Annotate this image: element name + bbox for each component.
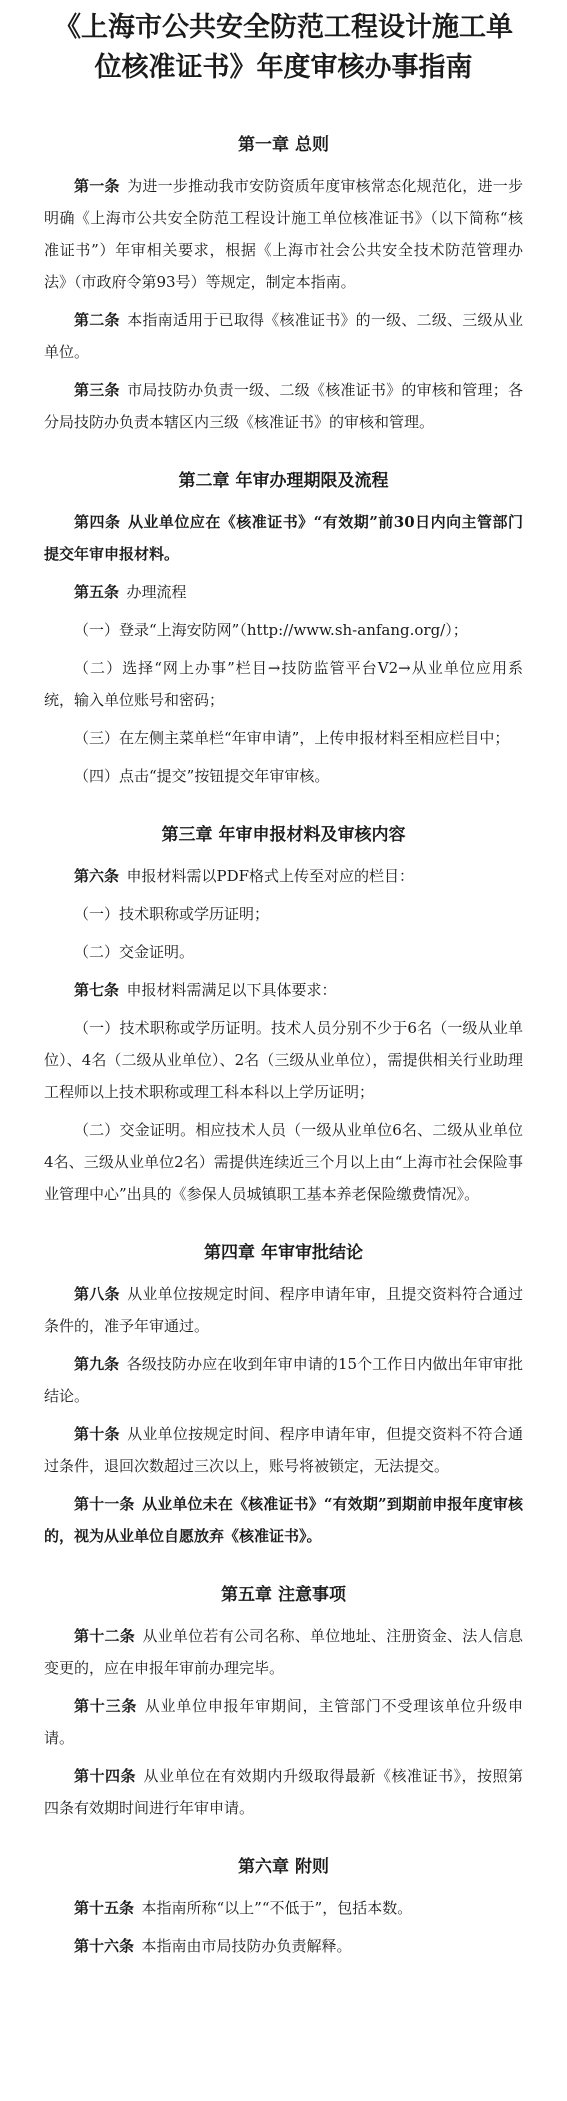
article-text: 为进一步推动我市安防资质年度审核常态化规范化，进一步明确《上海市公共安全防范工程设计施工单位核准证书》（以下简称“核准证书”）年审相关要求，根据《上海市社会公共安全技术防范管理办法》（市政府令第93号）等规定，制定本指南。 <box>44 177 523 291</box>
article-label: 第十条 <box>74 1425 120 1443</box>
article-label: 第二条 <box>74 311 120 329</box>
article-text: 本指南由市局技防办负责解释。 <box>141 1937 352 1955</box>
chapter-section <box>44 130 523 438</box>
article-paragraph <box>44 1348 523 1412</box>
article-label: 第十六条 <box>74 1937 135 1955</box>
article-text: 申报材料需以PDF格式上传至对应的栏目： <box>126 867 415 885</box>
list-item <box>44 614 523 646</box>
document-title: 《上海市公共安全防范工程设计施工单位核准证书》年度审核办事指南 <box>54 12 513 83</box>
article-label: 第十一条 <box>74 1495 135 1513</box>
chapter-section <box>44 1580 523 1824</box>
article-text: 本指南适用于已取得《核准证书》的一级、二级、三级从业单位。 <box>44 311 523 361</box>
article-label: 第八条 <box>74 1285 120 1303</box>
article-label: 第十二条 <box>74 1627 135 1645</box>
article-text: （三）在左侧主菜单栏“年审申请”，上传申报材料至相应栏目中； <box>74 729 510 747</box>
article-text: （一）技术职称或学历证明； <box>74 905 270 923</box>
article-text: 从业单位应在《核准证书》“有效期”前30日内向主管部门提交年审申报材料。 <box>44 513 523 563</box>
article-paragraph <box>44 1690 523 1754</box>
article-paragraph <box>44 860 523 892</box>
article-label: 第五条 <box>74 583 120 601</box>
chapter-title: 第四章 年审审批结论 <box>204 1243 363 1263</box>
article-paragraph <box>44 1930 523 1962</box>
article-paragraph <box>44 1278 523 1342</box>
article-label: 第十四条 <box>74 1767 136 1785</box>
article-text: （一）技术职称或学历证明。技术人员分别不少于6名（一级从业单位）、4名（二级从业单位）、2名（三级从业单位），需提供相关行业助理工程师以上技术职称或理工科本科以上学历证明； <box>44 1019 523 1101</box>
article-paragraph <box>44 576 523 608</box>
article-text: 从业单位若有公司名称、单位地址、注册资金、法人信息变更的，应在申报年审前办理完毕。 <box>44 1627 523 1677</box>
article-paragraph <box>44 1760 523 1824</box>
article-text: 各级技防办应在收到年审申请的15个工作日内做出年审审批结论。 <box>44 1355 523 1405</box>
article-paragraph <box>44 974 523 1006</box>
list-item <box>44 898 523 930</box>
article-label: 第九条 <box>74 1355 120 1373</box>
article-paragraph <box>44 1488 523 1552</box>
article-text: （二）交金证明。相应技术人员（一级从业单位6名、二级从业单位4名、三级从业单位2名）需提供连续近三个月以上由“上海市社会保险事业管理中心”出具的《参保人员城镇职工基本养老保险缴费情况》。 <box>44 1121 523 1203</box>
chapter-title: 第六章 附则 <box>238 1857 329 1877</box>
article-text: 从业单位按规定时间、程序申请年审，但提交资料不符合通过条件，退回次数超过三次以上，账号将被锁定，无法提交。 <box>44 1425 523 1475</box>
article-label: 第三条 <box>74 381 120 399</box>
article-text: （一）登录“上海安防网”（http://www.sh-anfang.org/）； <box>74 621 468 639</box>
chapter-title: 第三章 年审申报材料及审核内容 <box>161 825 406 845</box>
chapter-section <box>44 466 523 792</box>
chapter-list <box>44 130 523 1962</box>
article-paragraph <box>44 304 523 368</box>
article-text: 从业单位在有效期内升级取得最新《核准证书》，按照第四条有效期时间进行年审申请。 <box>44 1767 523 1817</box>
chapter-section <box>44 820 523 1210</box>
article-text: 从业单位申报年审期间，主管部门不受理该单位升级申请。 <box>44 1697 523 1747</box>
article-label: 第十五条 <box>74 1899 135 1917</box>
article-paragraph <box>44 1892 523 1924</box>
article-text: 本指南所称“以上”“不低于”，包括本数。 <box>141 1899 413 1917</box>
list-item <box>44 760 523 792</box>
list-item <box>44 936 523 968</box>
article-label: 第十三条 <box>74 1697 138 1715</box>
chapter-section <box>44 1852 523 1962</box>
chapter-title: 第二章 年审办理期限及流程 <box>178 471 389 491</box>
article-label: 第六条 <box>74 867 120 885</box>
list-item <box>44 1114 523 1210</box>
chapter-section <box>44 1238 523 1552</box>
list-item <box>44 1012 523 1108</box>
chapter-title: 第五章 注意事项 <box>221 1585 346 1605</box>
article-paragraph <box>44 1620 523 1684</box>
article-text: 申报材料需满足以下具体要求： <box>126 981 337 999</box>
article-label: 第一条 <box>74 177 120 195</box>
article-paragraph <box>44 374 523 438</box>
article-label: 第七条 <box>74 981 120 999</box>
article-text: 市局技防办负责一级、二级《核准证书》的审核和管理；各分局技防办负责本辖区内三级《核准证书》的审核和管理。 <box>44 381 523 431</box>
chapter-title: 第一章 总则 <box>238 135 329 155</box>
article-paragraph <box>44 506 523 570</box>
article-text: 从业单位按规定时间、程序申请年审，且提交资料符合通过条件的，准予年审通过。 <box>44 1285 523 1335</box>
article-text: （二）交金证明。 <box>74 943 195 961</box>
article-label: 第四条 <box>74 513 121 531</box>
list-item <box>44 722 523 754</box>
article-text: 办理流程 <box>126 583 187 601</box>
article-text: （四）点击“提交”按钮提交年审审核。 <box>74 767 330 785</box>
article-text: 从业单位未在《核准证书》“有效期”到期前申报年度审核的，视为从业单位自愿放弃《核准证书》。 <box>44 1495 523 1545</box>
article-text: （二）选择“网上办事”栏目→技防监管平台V2→从业单位应用系统，输入单位账号和密码； <box>44 659 523 709</box>
article-paragraph <box>44 170 523 298</box>
list-item <box>44 652 523 716</box>
article-paragraph <box>44 1418 523 1482</box>
